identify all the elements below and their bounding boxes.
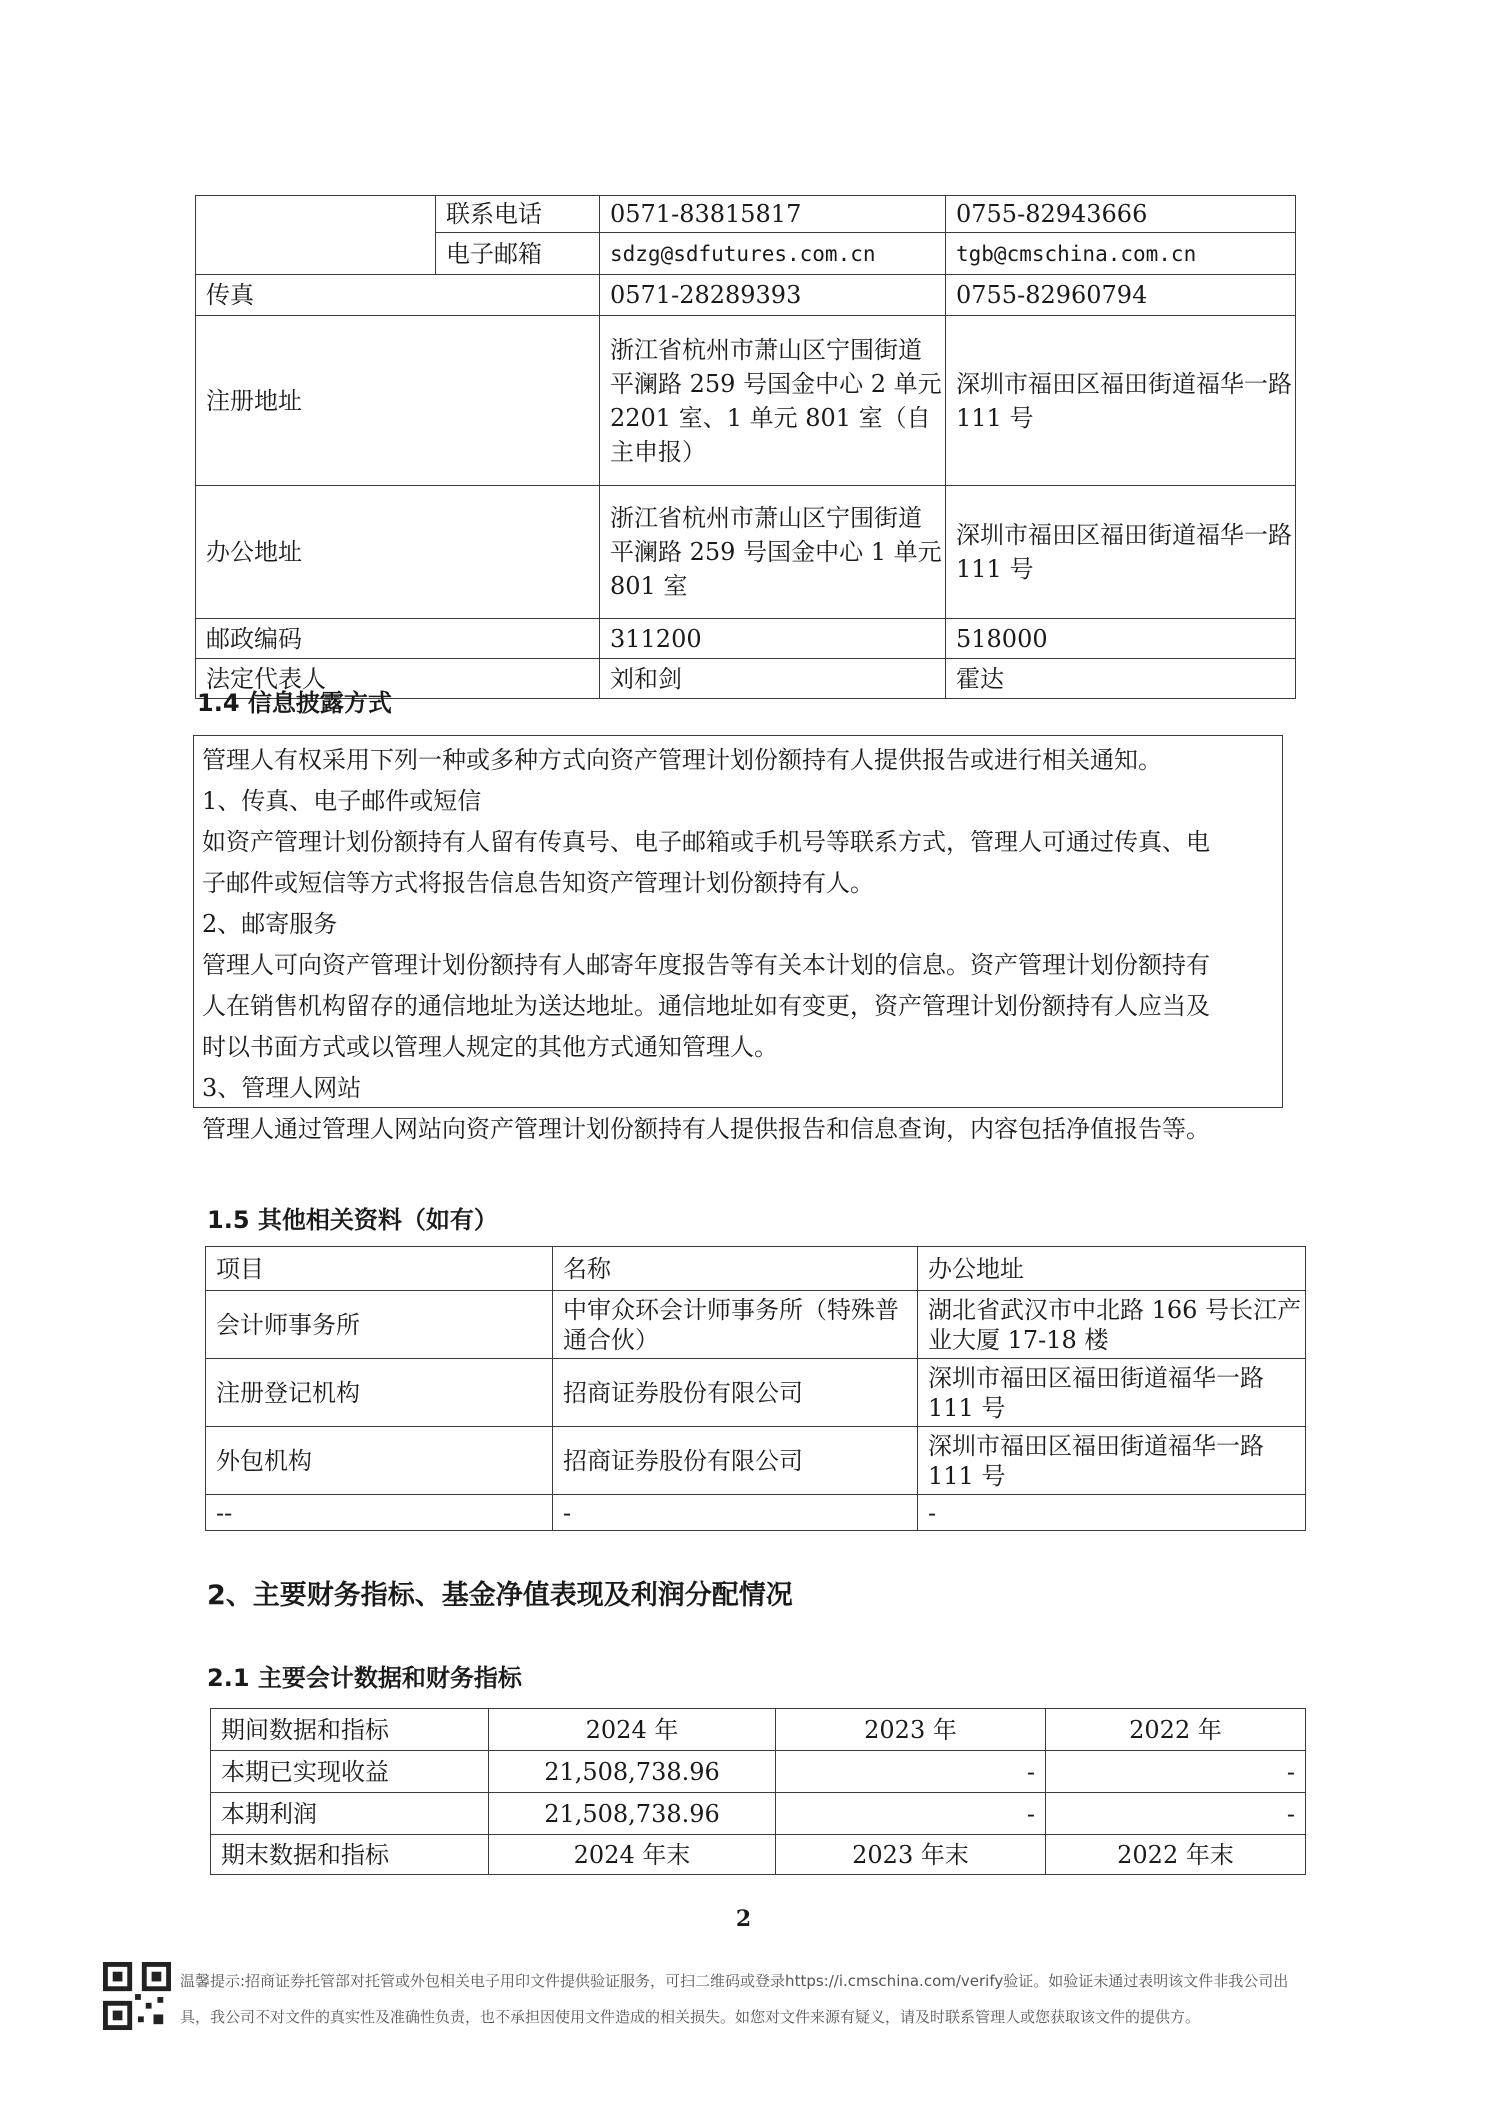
table-cell: 深圳市福田区福田街道福华一路 111 号 [946,486,1296,619]
footer-line: 具，我公司不对文件的真实性及准确性负责，也不承担因使用文件造成的相关损失。如您对文件来源有疑义，请及时联系管理人或您获取该文件的提供方。 [180,2008,1201,2026]
table-cell: 传真 [196,275,600,316]
table-row [206,1427,1306,1495]
table-cell: 深圳市福田区福田街道福华一路 111 号 [918,1359,1306,1427]
table-row [196,486,1296,619]
table-cell: - [776,1751,1046,1793]
section-heading-1-5: 1.5 其他相关资料（如有） [207,1206,498,1234]
table-row [211,1709,1306,1751]
disclosure-line: 管理人通过管理人网站向资产管理计划份额持有人提供报告和信息查询，内容包括净值报告等。 [202,1115,1210,1143]
table-cell: -- [206,1495,553,1531]
table-cell: 办公地址 [196,486,600,619]
table-row [196,275,1296,316]
table-cell: - [1046,1751,1306,1793]
table-row [206,1359,1306,1427]
disclosure-line: 2、邮寄服务 [202,910,338,938]
table-row [211,1835,1306,1875]
table-cell: 21,508,738.96 [489,1751,776,1793]
financial-indicators-table [210,1708,1306,1875]
table-cell: 联系电话 [436,196,600,233]
disclosure-line: 3、管理人网站 [202,1074,362,1102]
section-heading-2-1: 2.1 主要会计数据和财务指标 [207,1664,522,1692]
table-cell: 深圳市福田区福田街道福华一路 111 号 [946,316,1296,486]
table-row [211,1793,1306,1835]
table-cell: - [1046,1793,1306,1835]
table-cell: 0755-82960794 [946,275,1296,316]
table-cell: 注册登记机构 [206,1359,553,1427]
table-cell: 0571-83815817 [600,196,946,233]
table-cell: 法定代表人 [196,659,600,699]
table-cell: 2024 年末 [489,1835,776,1875]
table-header: 2022 年 [1046,1709,1306,1751]
table-header: 2024 年 [489,1709,776,1751]
table-cell: - [776,1793,1046,1835]
table-cell: 期末数据和指标 [211,1835,489,1875]
table-row [206,1495,1306,1531]
table-row [196,196,1296,233]
disclosure-box [193,735,1283,1143]
verification-footer [180,1963,1330,2035]
table-cell: - [918,1495,1306,1531]
table-cell: 外包机构 [206,1427,553,1495]
table-cell: 电子邮箱 [436,233,600,275]
table-cell: 518000 [946,619,1296,659]
other-info-table [205,1246,1306,1531]
table-cell: 0755-82943666 [946,196,1296,233]
table-cell: 会计师事务所 [206,1291,553,1359]
table-cell: 招商证券股份有限公司 [553,1427,918,1495]
section-heading-1-4: 1.4 信息披露方式 [197,689,392,717]
table-cell: tgb@cmschina.com.cn [946,233,1296,275]
table-cell: 深圳市福田区福田街道福华一路 111 号 [918,1427,1306,1495]
table-cell: 招商证券股份有限公司 [553,1359,918,1427]
contact-info-table [195,195,1296,699]
disclosure-line: 如资产管理计划份额持有人留有传真号、电子邮箱或手机号等联系方式，管理人可通过传真、电 [202,828,1210,856]
qr-code-icon[interactable] [103,1962,171,2030]
table-header: 名称 [553,1247,918,1291]
table-cell: 浙江省杭州市萧山区宁围街道平澜路 259 号国金中心 2 单元 2201 室、1 单元 801 室（自主申报） [600,316,946,486]
table-cell: 浙江省杭州市萧山区宁围街道平澜路 259 号国金中心 1 单元 801 室 [600,486,946,619]
table-cell [196,196,436,275]
table-header: 期间数据和指标 [211,1709,489,1751]
disclosure-line: 人在销售机构留存的通信地址为送达地址。通信地址如有变更，资产管理计划份额持有人应当及 [202,992,1210,1020]
disclosure-line: 时以书面方式或以管理人规定的其他方式通知管理人。 [202,1033,778,1061]
page-number: 2 [735,1906,752,1932]
table-header: 项目 [206,1247,553,1291]
section-heading-2: 2、主要财务指标、基金净值表现及利润分配情况 [207,1580,793,1611]
table-header: 办公地址 [918,1247,1306,1291]
table-cell: 注册地址 [196,316,600,486]
table-cell: 本期已实现收益 [211,1751,489,1793]
table-cell: 2022 年末 [1046,1835,1306,1875]
table-row [206,1247,1306,1291]
table-cell: 中审众环会计师事务所（特殊普通合伙） [553,1291,918,1359]
table-row [206,1291,1306,1359]
table-row [211,1751,1306,1793]
table-cell: 311200 [600,619,946,659]
disclosure-line: 子邮件或短信等方式将报告信息告知资产管理计划份额持有人。 [202,869,874,897]
table-row [196,619,1296,659]
table-cell: - [553,1495,918,1531]
footer-line: 温馨提示:招商证券托管部对托管或外包相关电子用印文件提供验证服务，可扫二维码或登录https://i.cmschina.com/verify验证。如验证未通过表明该文件非我公司出 [180,1972,1289,1990]
table-cell: 邮政编码 [196,619,600,659]
table-cell: 霍达 [946,659,1296,699]
table-cell: 21,508,738.96 [489,1793,776,1835]
table-cell: sdzg@sdfutures.com.cn [600,233,946,275]
disclosure-line: 1、传真、电子邮件或短信 [202,787,482,815]
table-cell: 本期利润 [211,1793,489,1835]
table-cell: 2023 年末 [776,1835,1046,1875]
table-cell: 0571-28289393 [600,275,946,316]
table-header: 2023 年 [776,1709,1046,1751]
table-cell: 刘和剑 [600,659,946,699]
table-cell: 湖北省武汉市中北路 166 号长江产业大厦 17-18 楼 [918,1291,1306,1359]
disclosure-line: 管理人有权采用下列一种或多种方式向资产管理计划份额持有人提供报告或进行相关通知。 [202,746,1162,774]
disclosure-line: 管理人可向资产管理计划份额持有人邮寄年度报告等有关本计划的信息。资产管理计划份额持有 [202,951,1210,979]
table-row [196,316,1296,486]
